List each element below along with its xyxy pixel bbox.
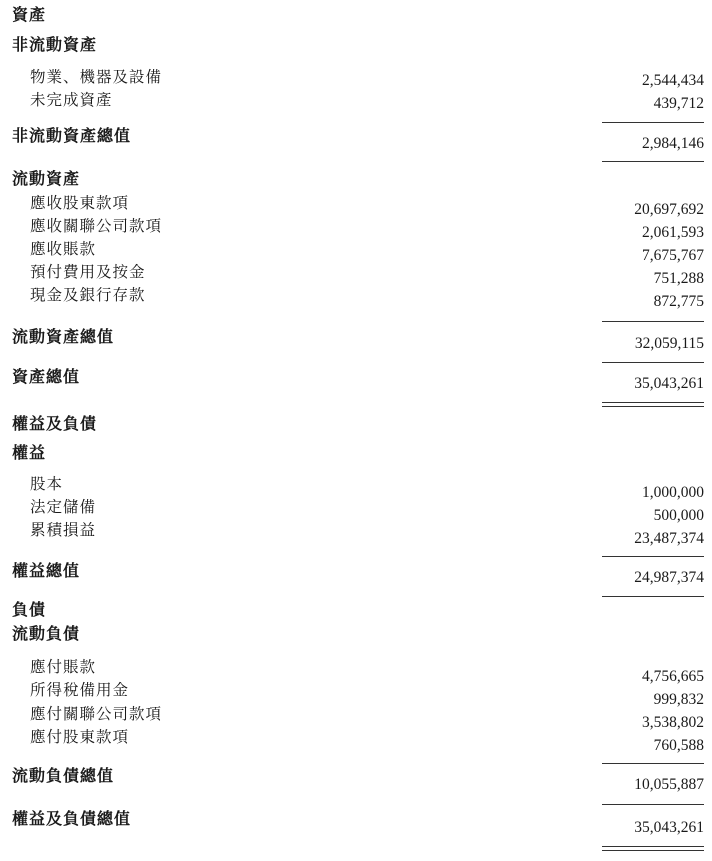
current-assets-heading: 流動資產 [12, 169, 81, 188]
double-rule-top [602, 402, 704, 403]
equity-liabilities-total-value: 35,043,261 [634, 819, 704, 836]
line-item-value: 751,288 [653, 270, 704, 287]
non-current-assets-heading: 非流動資產 [12, 35, 98, 54]
equity-liabilities-total-label: 權益及負債總值 [12, 809, 132, 828]
line-item-label: 未完成資產 [30, 91, 113, 109]
current-assets-total-value: 32,059,115 [634, 335, 704, 352]
line-item-value: 4,756,665 [642, 668, 704, 685]
subtotal-rule [602, 804, 704, 805]
subtotal-rule [602, 321, 704, 322]
line-item-value: 7,675,767 [642, 247, 704, 264]
line-item-label: 應收關聯公司款項 [30, 217, 163, 235]
liabilities-heading: 負債 [12, 600, 47, 619]
line-item-label: 應付賬款 [30, 658, 97, 676]
equity-total-value: 24,987,374 [634, 569, 704, 586]
double-rule-bottom [602, 406, 704, 407]
double-rule-bottom [602, 850, 704, 851]
subtotal-rule [602, 763, 704, 764]
line-item-value: 2,544,434 [642, 72, 704, 89]
current-liabilities-heading: 流動負債 [12, 624, 81, 643]
line-item-label: 所得稅備用金 [30, 681, 130, 699]
line-item-label: 應收股東款項 [30, 194, 130, 212]
line-item-label: 應付股東款項 [30, 728, 130, 746]
line-item-value: 23,487,374 [634, 530, 704, 547]
non-current-assets-total-value: 2,984,146 [642, 135, 704, 152]
line-item-value: 760,588 [653, 737, 704, 754]
subtotal-rule [602, 122, 704, 123]
line-item-value: 439,712 [653, 95, 704, 112]
non-current-assets-total-label: 非流動資產總值 [12, 126, 132, 145]
line-item-label: 現金及銀行存款 [30, 286, 146, 304]
equity-liabilities-heading: 權益及負債 [12, 414, 98, 433]
total-rule [602, 161, 704, 162]
total-assets-value: 35,043,261 [634, 375, 704, 392]
line-item-value: 3,538,802 [642, 714, 704, 731]
current-assets-total-label: 流動資產總值 [12, 327, 115, 346]
line-item-label: 應付關聯公司款項 [30, 705, 163, 723]
line-item-value: 872,775 [653, 293, 704, 310]
current-liabilities-total-label: 流動負債總值 [12, 766, 115, 785]
line-item-value: 999,832 [653, 691, 704, 708]
assets-heading: 資產 [12, 5, 47, 24]
line-item-value: 500,000 [653, 507, 704, 524]
current-liabilities-total-value: 10,055,887 [634, 776, 704, 793]
subtotal-rule [602, 362, 704, 363]
line-item-value: 1,000,000 [642, 484, 704, 501]
line-item-label: 股本 [30, 475, 64, 493]
line-item-label: 法定儲備 [30, 498, 97, 516]
equity-heading: 權益 [12, 443, 47, 462]
line-item-value: 20,697,692 [634, 201, 704, 218]
double-rule-top [602, 846, 704, 847]
subtotal-rule [602, 556, 704, 557]
line-item-label: 累積損益 [30, 521, 97, 539]
total-rule [602, 596, 704, 597]
line-item-value: 2,061,593 [642, 224, 704, 241]
total-assets-label: 資產總值 [12, 367, 81, 386]
equity-total-label: 權益總值 [12, 561, 81, 580]
line-item-label: 應收賬款 [30, 240, 97, 258]
line-item-label: 物業、機器及設備 [30, 68, 163, 86]
line-item-label: 預付費用及按金 [30, 263, 146, 281]
